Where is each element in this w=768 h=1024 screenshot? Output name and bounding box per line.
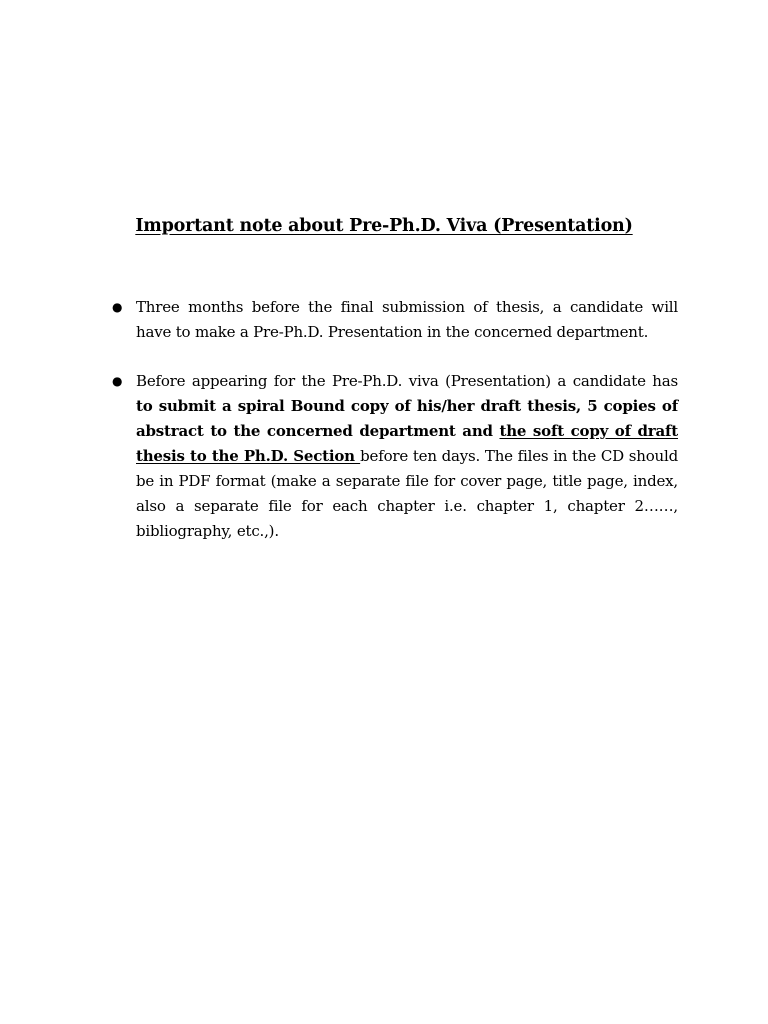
page-title: Important note about Pre-Ph.D. Viva (Presentation) — [135, 216, 633, 236]
bullet-text: Three months before the final submission of thesis, a candidate will have to make a Pre-Ph.D. Presentation in the concerned department. — [136, 298, 678, 341]
bullet-icon: ● — [112, 374, 123, 388]
bullet-text-bold: to submit a spiral Bound copy of his/her draft thesis, 5 copies of abstract to the concerned department and — [136, 397, 678, 440]
bullet-text-bold-underlined: the soft copy of draft thesis to the Ph.D. Section — [136, 422, 678, 465]
bullet-text-intro: Before appearing for the Pre-Ph.D. viva (Presentation) a candidate has — [136, 372, 678, 390]
bullet-item-submission-requirements — [112, 369, 678, 544]
bullet-item-presentation-timing — [112, 295, 678, 345]
bullet-text-details: before ten days. The files in the CD should be in PDF format (make a separate file for cover page, title page, index, also a separate file for each chapter i.e. chapter 1, chapter 2……, bibliography, etc.,). — [136, 447, 678, 540]
bullet-list — [112, 295, 678, 544]
bullet-icon: ● — [112, 300, 123, 314]
